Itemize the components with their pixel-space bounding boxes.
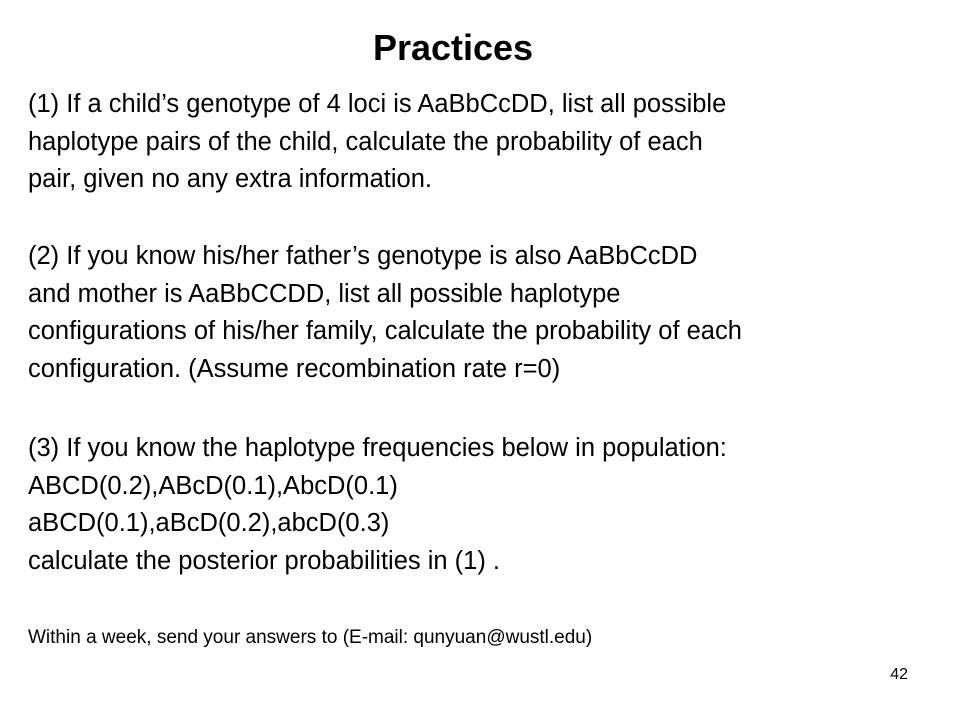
slide-title: Practices xyxy=(372,27,534,68)
question-3-line: (3) If you know the haplotype frequencies below in population: xyxy=(28,434,727,462)
submission-note: Within a week, send your answers to (E-mail: qunyuan@wustl.edu) xyxy=(28,627,593,648)
page-number: 42 xyxy=(890,666,908,683)
haplotype-frequencies-line: aBCD(0.1),aBcD(0.2),abcD(0.3) xyxy=(28,509,390,537)
question-2-line: configurations of his/her family, calculate the probability of each xyxy=(28,317,742,345)
question-2-line: (2) If you know his/her father’s genotype is also AaBbCcDD xyxy=(28,242,698,270)
question-2-line: and mother is AaBbCCDD, list all possible haplotype xyxy=(28,279,621,308)
question-1-line: pair, given no any extra information. xyxy=(28,165,432,193)
haplotype-frequencies-line: ABCD(0.2),ABcD(0.1),AbcD(0.1) xyxy=(28,471,398,500)
question-1 xyxy=(28,86,938,199)
question-2 xyxy=(28,238,938,388)
question-1-line: (1) If a child’s genotype of 4 loci is AaBbCcDD, list all possible xyxy=(28,90,727,118)
question-3-line: calculate the posterior probabilities in (1) . xyxy=(28,546,500,575)
question-2-line: configuration. (Assume recombination rate r=0) xyxy=(28,354,561,383)
question-1-line: haplotype pairs of the child, calculate the probability of each xyxy=(28,127,703,156)
question-3 xyxy=(28,430,938,580)
